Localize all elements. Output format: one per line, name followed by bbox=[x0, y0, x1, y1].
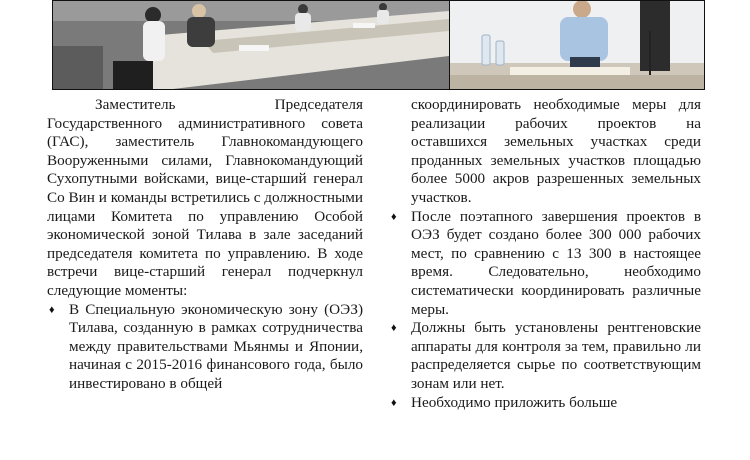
diamond-bullet-icon: ♦ bbox=[49, 303, 55, 316]
list-item-text: Должны быть установлены рентгеновские аппараты для контроля за тем, правильно ли распределяется сырье по соответствующим зонам или нет. bbox=[411, 319, 701, 392]
list-item bbox=[47, 301, 363, 394]
diamond-bullet-icon: ♦ bbox=[391, 210, 397, 223]
meeting-room-photo bbox=[53, 1, 449, 89]
list-item-text: Необходимо приложить больше bbox=[411, 393, 618, 411]
speaker-photo bbox=[450, 1, 704, 89]
left-column bbox=[47, 96, 363, 394]
continued-paragraph: скоординировать необходимые меры для реализации рабочих проектов на оставшихся земельных участках среди проданных земельных участков площадью более 5000 акров разрешенных земельных участков. bbox=[411, 96, 701, 206]
list-item bbox=[389, 394, 701, 413]
list-item-text: В Специальную экономическую зону (ОЭЗ) Тилава, созданную в рамках сотрудничества между правительствами Мьянмы и Японии, начиная с 2015-2016 финансового года, было инвестировано в общей bbox=[69, 300, 363, 392]
right-column bbox=[389, 96, 701, 412]
photo-strip bbox=[52, 0, 705, 90]
diamond-bullet-icon: ♦ bbox=[391, 396, 397, 409]
list-item bbox=[389, 208, 701, 320]
list-item bbox=[389, 319, 701, 393]
intro-paragraph: Заместитель Председателя Государственного административного совета (ГАС), заместитель Главнокомандующего Вооруженными силами, Главнокомандующий Сухопутными войсками, вице-старший генерал Со Вин и команды встретились с должностными лицами Комитета по управлению Особой экономической зоной Тилава в зале заседаний председателя комитета по управлению. В ходе встречи вице-старший генерал подчеркнул следующие моменты: bbox=[47, 96, 363, 299]
diamond-bullet-icon: ♦ bbox=[391, 322, 397, 335]
list-item-text: После поэтапного завершения проектов в ОЭЗ будет создано более 300 000 рабочих мест, по сравнению с 13 300 в настоящее время. Следовательно, необходимо систематически координировать различные меры. bbox=[411, 207, 701, 318]
